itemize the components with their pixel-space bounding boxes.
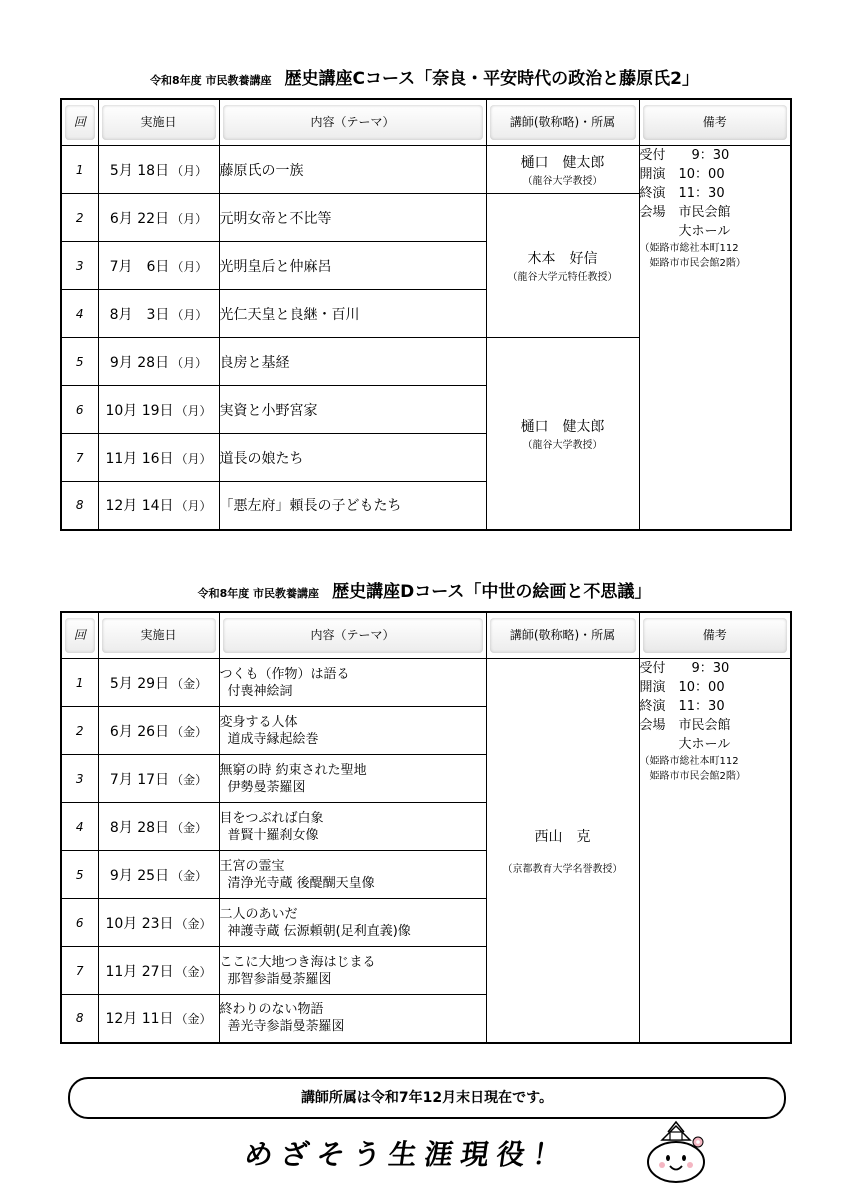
note-cell xyxy=(639,146,791,530)
note-address-building: 姫路市市民会館2階） xyxy=(639,258,746,269)
row-date: 9月 28日 （月） xyxy=(98,338,219,386)
row-date: 7月 17日 （金） xyxy=(98,755,219,803)
note-end: 終演 11：30 xyxy=(639,186,725,201)
row-number: 2 xyxy=(61,707,98,755)
lecturer-affiliation: （龍谷大学元特任教授） xyxy=(507,272,618,283)
row-date: 9月 25日 （金） xyxy=(98,851,219,899)
row-number: 5 xyxy=(61,851,98,899)
row-date: 10月 19日 （月） xyxy=(98,386,219,434)
course-d-table xyxy=(60,611,792,1044)
row-date: 12月 11日 （金） xyxy=(98,995,219,1043)
header-note: 備考 xyxy=(639,99,791,146)
row-number: 3 xyxy=(61,755,98,803)
lecturer-affiliation: （京都教育大学名誉教授） xyxy=(502,863,623,875)
lecturer-cell xyxy=(486,659,639,1043)
row-topic: ここに大地つき海はじまる 那智参詣曼荼羅図 xyxy=(219,947,486,995)
slogan: めざそう生涯現役！ xyxy=(242,1138,572,1171)
header-lecturer: 講師(敬称略)・所属 xyxy=(486,99,639,146)
header-date: 実施日 xyxy=(98,99,219,146)
row-topic: 道長の娘たち xyxy=(219,434,486,482)
note-address: （姫路市総社本町112 xyxy=(639,756,739,767)
row-topic: 無窮の時 約束された聖地 伊勢曼荼羅図 xyxy=(219,755,486,803)
course-c-header-row xyxy=(61,99,791,146)
row-date: 12月 14日 （月） xyxy=(98,482,219,530)
note-start: 開演 10：00 xyxy=(639,167,725,182)
row-topic: 良房と基経 xyxy=(219,338,486,386)
row-number: 7 xyxy=(61,434,98,482)
course-d-heading xyxy=(0,577,849,602)
lecturer-cell xyxy=(486,194,639,338)
header-date: 実施日 xyxy=(98,612,219,659)
table-row xyxy=(61,659,791,707)
row-number: 3 xyxy=(61,242,98,290)
row-number: 6 xyxy=(61,386,98,434)
row-number: 4 xyxy=(61,290,98,338)
header-num: 回 xyxy=(61,612,98,659)
course-d-header-row xyxy=(61,612,791,659)
row-topic: 藤原氏の一族 xyxy=(219,146,486,194)
lecturer-affiliation: （龍谷大学教授） xyxy=(522,439,603,451)
lecturer-name: 樋口 健太郎 xyxy=(520,418,605,435)
header-topic: 内容（テーマ） xyxy=(219,612,486,659)
course-c-pre-title: 令和8年度 市民教養講座 xyxy=(149,74,272,87)
row-number: 5 xyxy=(61,338,98,386)
row-date: 6月 26日 （金） xyxy=(98,707,219,755)
row-topic: 元明女帝と不比等 xyxy=(219,194,486,242)
row-date: 10月 23日 （金） xyxy=(98,899,219,947)
header-num: 回 xyxy=(61,99,98,146)
row-number: 7 xyxy=(61,947,98,995)
lecturer-affiliation: （龍谷大学教授） xyxy=(522,176,603,187)
note-venue: 会場 市民会館 xyxy=(639,205,731,220)
note-address: （姫路市総社本町112 xyxy=(639,243,739,254)
row-date: 6月 22日 （月） xyxy=(98,194,219,242)
note-reception: 受付 9：30 xyxy=(639,148,730,163)
row-date: 11月 16日 （月） xyxy=(98,434,219,482)
row-date: 8月 3日 （月） xyxy=(98,290,219,338)
note-address-building: 姫路市市民会館2階） xyxy=(639,771,746,782)
row-topic: 王宮の霊宝 清浄光寺蔵 後醍醐天皇像 xyxy=(219,851,486,899)
row-number: 2 xyxy=(61,194,98,242)
row-topic: 目をつぶれば白象 普賢十羅刹女像 xyxy=(219,803,486,851)
lecturer-name: 西山 克 xyxy=(534,828,591,845)
row-date: 5月 29日 （金） xyxy=(98,659,219,707)
mascot-icon xyxy=(640,1118,712,1184)
table-row xyxy=(61,146,791,194)
note-end: 終演 11：30 xyxy=(639,699,725,714)
lecturer-affiliation-notice: 講師所属は令和7年12月末日現在です。 xyxy=(68,1077,786,1119)
row-topic: 二人のあいだ 神護寺蔵 伝源頼朝(足利直義)像 xyxy=(219,899,486,947)
row-topic: 「悪左府」頼長の子どもたち xyxy=(219,482,486,530)
course-c-table xyxy=(60,98,792,531)
row-topic: 実資と小野宮家 xyxy=(219,386,486,434)
note-venue-hall: 大ホール xyxy=(639,224,731,239)
row-number: 1 xyxy=(61,146,98,194)
lecturer-cell xyxy=(486,146,639,194)
row-topic: 光明皇后と仲麻呂 xyxy=(219,242,486,290)
course-d-title: 歴史講座Dコース「中世の絵画と不思議」 xyxy=(332,582,652,602)
row-number: 8 xyxy=(61,995,98,1043)
row-topic: 変身する人体 道成寺縁起絵巻 xyxy=(219,707,486,755)
row-number: 6 xyxy=(61,899,98,947)
note-venue-hall: 大ホール xyxy=(639,737,731,752)
row-topic: つくも（作物）は語る 付喪神絵詞 xyxy=(219,659,486,707)
row-date: 5月 18日 （月） xyxy=(98,146,219,194)
course-d-pre-title: 令和8年度 市民教養講座 xyxy=(197,587,320,600)
row-number: 1 xyxy=(61,659,98,707)
note-venue: 会場 市民会館 xyxy=(639,718,731,733)
note-start: 開演 10：00 xyxy=(639,680,725,695)
row-topic: 終わりのない物語 善光寺参詣曼荼羅図 xyxy=(219,995,486,1043)
header-lecturer: 講師(敬称略)・所属 xyxy=(486,612,639,659)
row-date: 7月 6日 （月） xyxy=(98,242,219,290)
row-number: 4 xyxy=(61,803,98,851)
lecturer-name: 木本 好信 xyxy=(527,251,598,267)
note-reception: 受付 9：30 xyxy=(639,661,730,676)
row-date: 8月 28日 （金） xyxy=(98,803,219,851)
row-date: 11月 27日 （金） xyxy=(98,947,219,995)
lecturer-cell xyxy=(486,338,639,530)
header-topic: 内容（テーマ） xyxy=(219,99,486,146)
row-topic: 光仁天皇と良継・百川 xyxy=(219,290,486,338)
course-c-title: 歴史講座Cコース「奈良・平安時代の政治と藤原氏2」 xyxy=(284,69,700,89)
header-note: 備考 xyxy=(639,612,791,659)
note-cell xyxy=(639,659,791,1043)
row-number: 8 xyxy=(61,482,98,530)
lecturer-name: 樋口 健太郎 xyxy=(520,155,605,171)
course-c-heading xyxy=(0,64,849,89)
